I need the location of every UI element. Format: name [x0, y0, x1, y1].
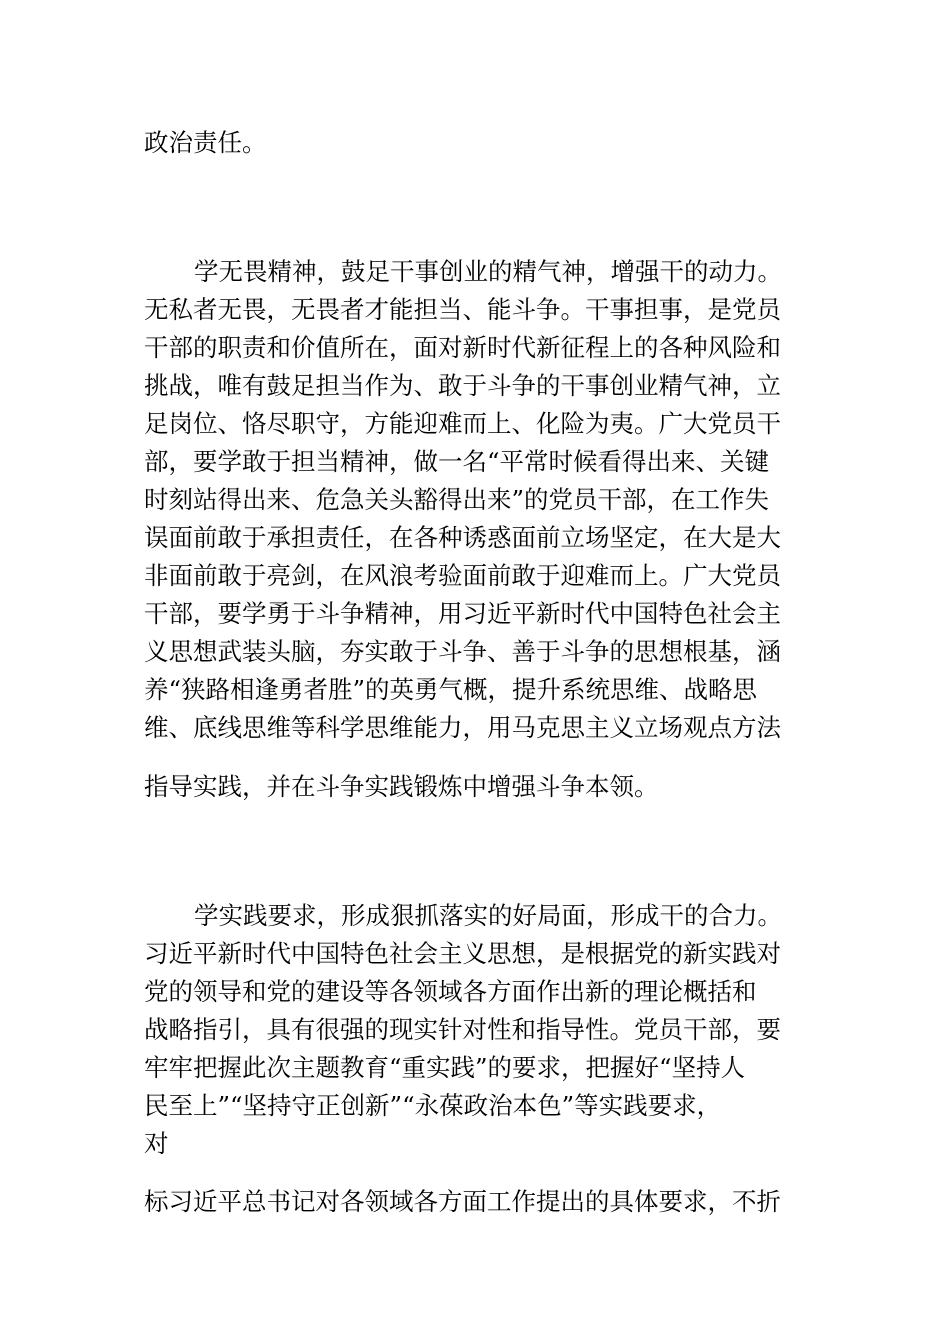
- text-line: 民至上”“坚持守正创新”“永葆政治本色”等实践要求，: [144, 1091, 722, 1120]
- text-line: 部，要学敢于担当精神，做一名“平常时候看得出来、关键: [144, 447, 770, 476]
- text-line: 非面前敢于亮剑，在风浪考验面前敢于迎难而上。广大党员: [144, 561, 781, 590]
- text-line: 指导实践，并在斗争实践锻炼中增强斗争本领。: [144, 772, 659, 801]
- text-line: 义思想武装头脑，夯实敢于斗争、善于斗争的思想根基，涵: [144, 637, 781, 666]
- text-line: 对: [144, 1129, 169, 1158]
- text-line: 维、底线思维等科学思维能力，用马克思主义立场观点方法: [144, 713, 781, 742]
- text-line: 干部，要学勇于斗争精神，用习近平新时代中国特色社会主: [144, 599, 781, 628]
- text-line: 战略指引，具有很强的现实针对性和指导性。党员干部，要: [144, 1015, 781, 1044]
- text-line: 养“狭路相逢勇者胜”的英勇气概，提升系统思维、战略思: [144, 675, 758, 704]
- text-line: 习近平新时代中国特色社会主义思想，是根据党的新实践对: [144, 939, 781, 968]
- paragraph-first-line: 学无畏精神，鼓足干事创业的精气神，增强干的动力。: [194, 257, 782, 286]
- text-line: 政治责任。: [144, 128, 267, 157]
- text-line: 牢牢把握此次主题教育“重实践”的要求，把握好“坚持人: [144, 1053, 746, 1082]
- text-line: 时刻站得出来、危急关头豁得出来”的党员干部，在工作失: [144, 485, 770, 514]
- text-line: 挑战，唯有鼓足担当作为、敢于斗争的干事创业精气神，立: [144, 371, 781, 400]
- paragraph-first-line: 学实践要求，形成狠抓落实的好局面，形成干的合力。: [194, 901, 782, 930]
- text-line: 干部的职责和价值所在，面对新时代新征程上的各种风险和: [144, 333, 781, 362]
- text-line: 标习近平总书记对各领域各方面工作提出的具体要求，不折: [144, 1187, 781, 1216]
- text-line: 党的领导和党的建设等各领域各方面作出新的理论概括和: [144, 977, 757, 1006]
- text-line: 误面前敢于承担责任，在各种诱惑面前立场坚定，在大是大: [144, 523, 781, 552]
- text-line: 无私者无畏，无畏者才能担当、能斗争。干事担事，是党员: [144, 295, 781, 324]
- text-line: 足岗位、恪尽职守，方能迎难而上、化险为夷。广大党员干: [144, 409, 781, 438]
